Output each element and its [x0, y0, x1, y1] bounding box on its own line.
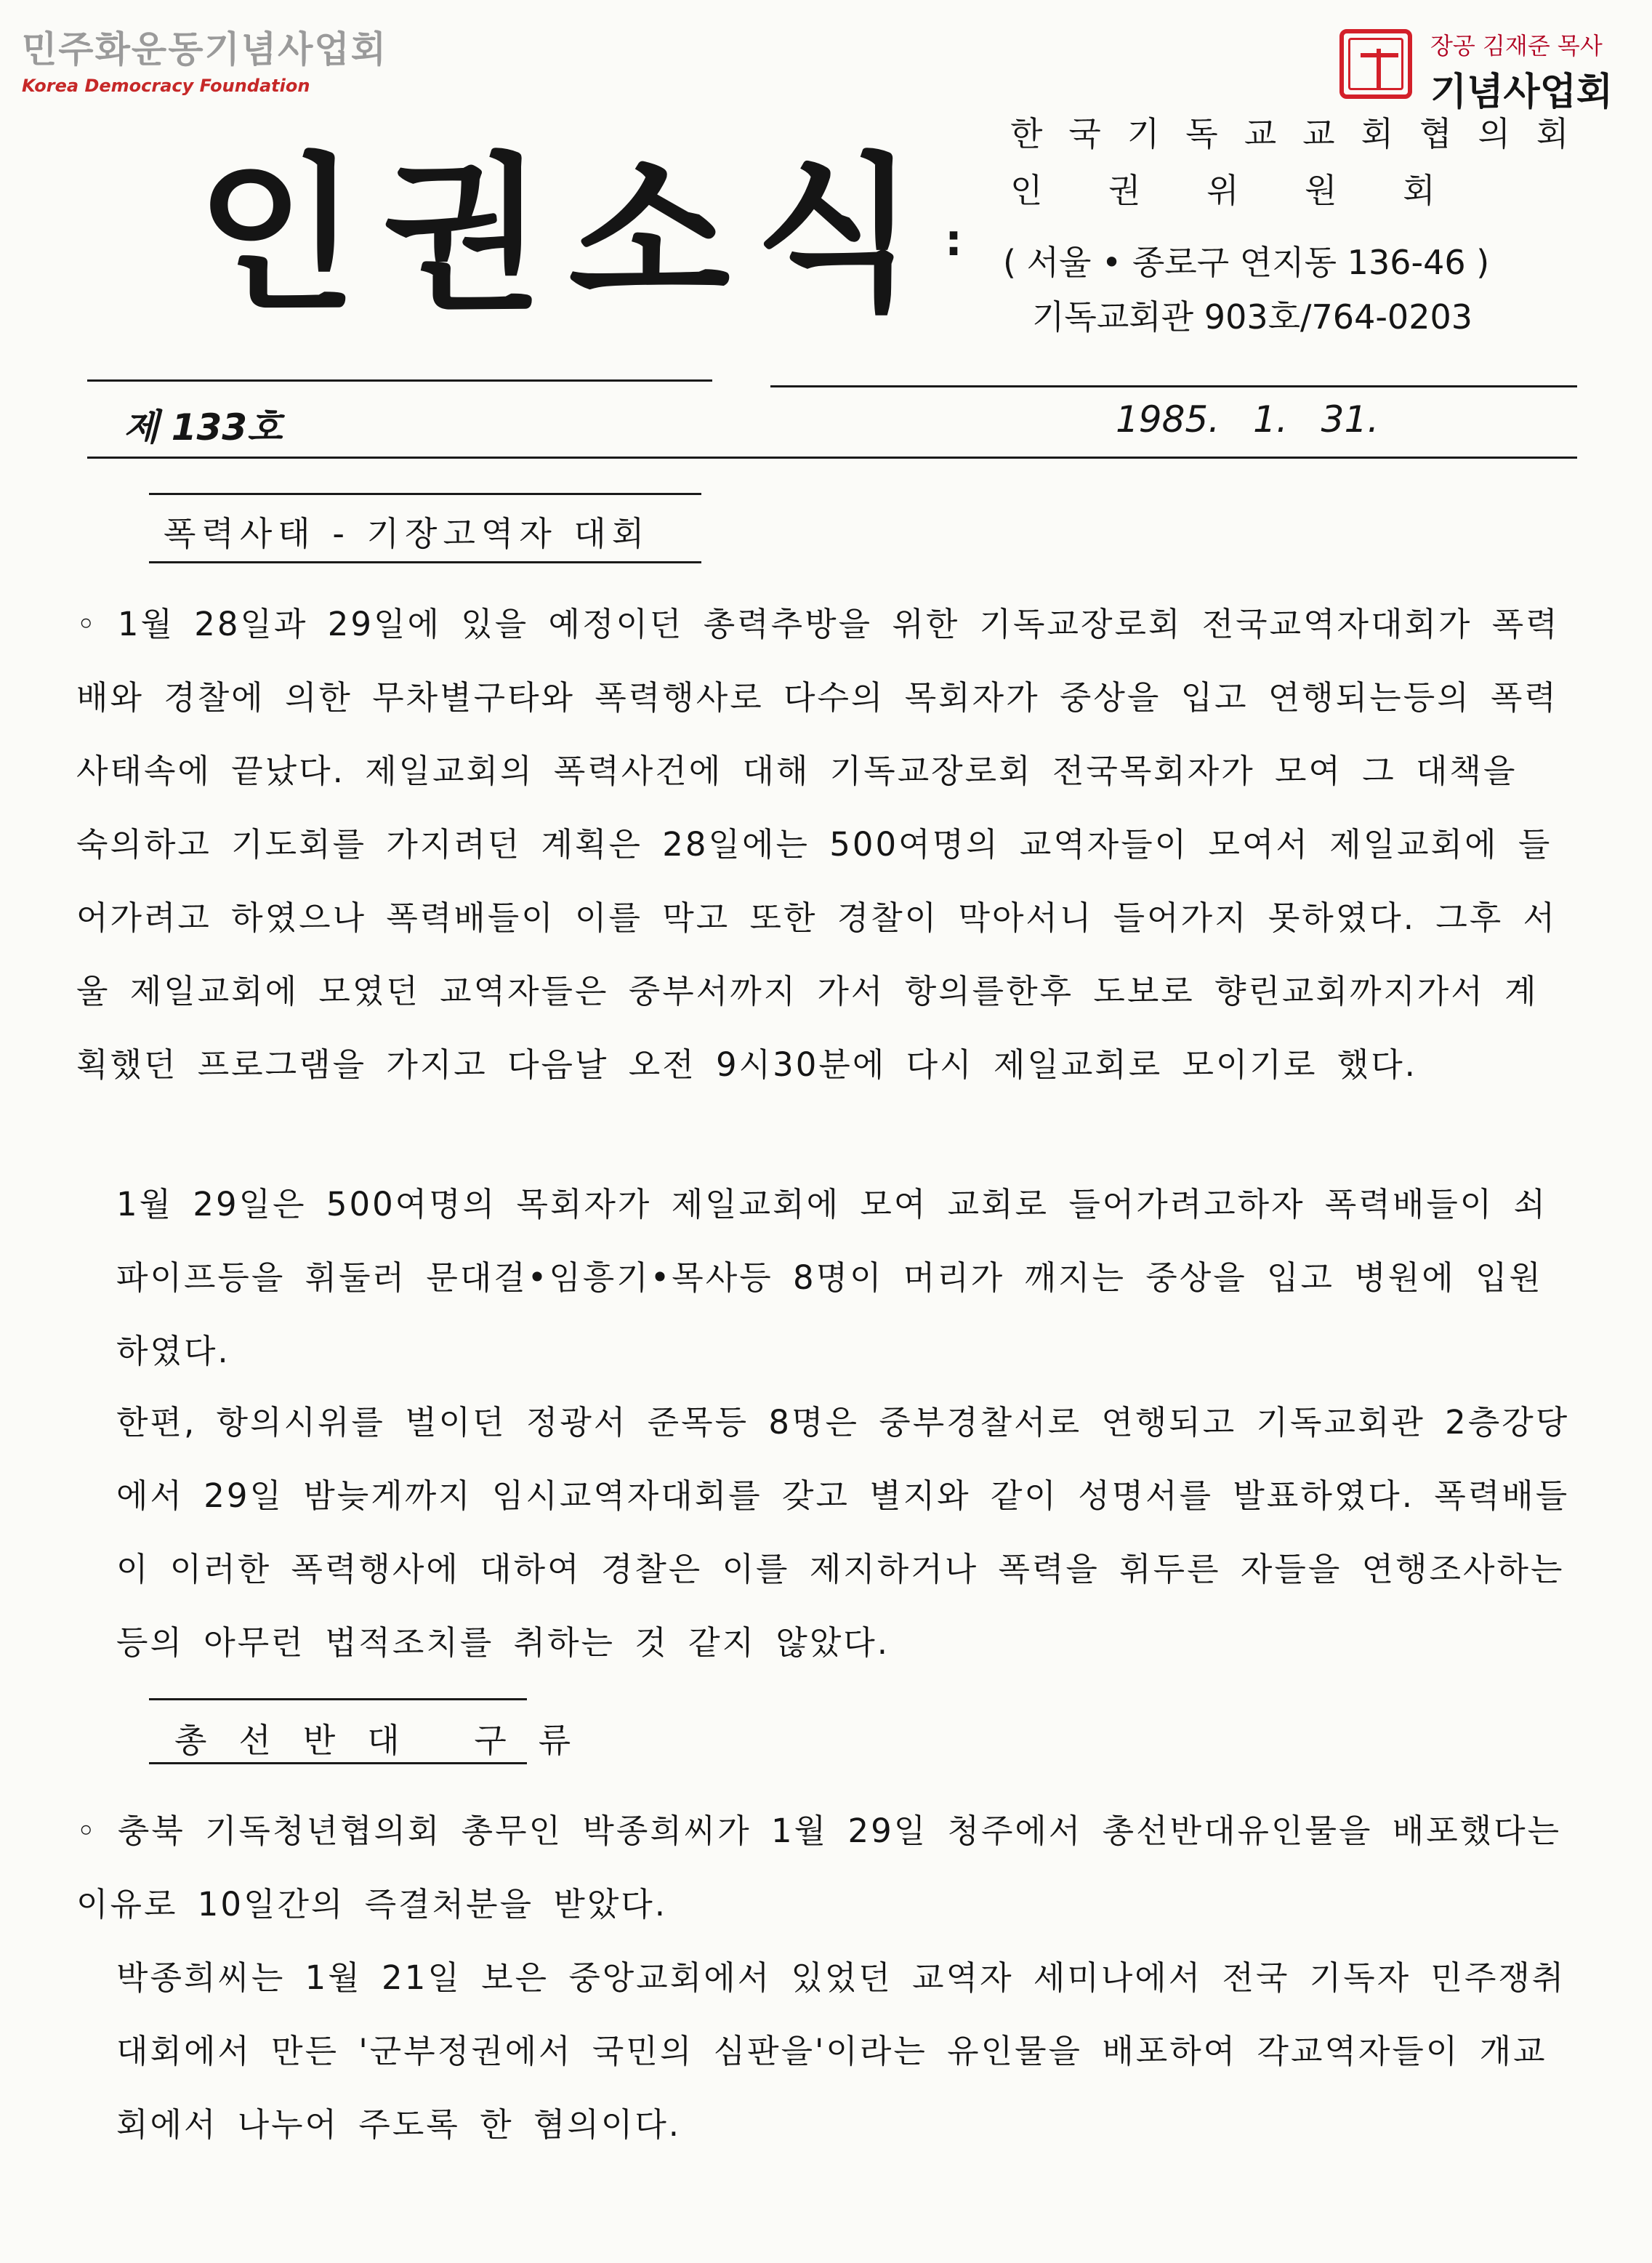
masthead-rule-left: [87, 379, 712, 382]
issue-rule: [87, 457, 1577, 459]
publisher-organization: 한국기독교교회협의회: [1010, 114, 1595, 153]
publisher-office: 기독교회관 903호/764-0203: [1032, 297, 1473, 337]
publisher-address: ( 서울 • 종로구 연지동 136-46 ): [1003, 243, 1490, 282]
issue-number: 제 133호: [124, 406, 283, 449]
section-2-rule-top: [149, 1698, 527, 1700]
title-colon: :: [945, 215, 962, 266]
memorial-society-subtitle: 장공 김재준 목사: [1430, 32, 1603, 60]
issue-date: 1985. 1. 31.: [1116, 398, 1379, 441]
section-1-rule-bottom: [149, 561, 701, 563]
masthead-rule-right: [770, 385, 1577, 387]
publisher-committee: 인 권 위 원 회: [1010, 171, 1435, 210]
section-1-rule-top: [149, 493, 701, 495]
article-paragraph: ◦ 1월 28일과 29일에 있을 예정이던 총력추방을 위한 기독교장로회 전국교역자대회가 폭력배와 경찰에 의한 무차별구타와 폭력행사로 다수의 목회자가 중상을 입고 연행되는등의 폭력사태속에 끝났다. 제일교회의 폭력사건에 대해 기독교장로회 전국목회자가 모여 그 대책을 숙의하고 기도회를 가지려던 계획은 28일에는 500여명의 교역자들이 모여서 제일교회에 들어가려고 하였으나 폭력배들이 이를 막고 또한 경찰이 막아서니 들어가지 못하였다. 그후 서울 제일교회에 모였던 교역자들은 중부서까지 가서 항의를한후 도보로 향린교회까지가서 계획했던 프로그램을 가지고 다음날 오전 9시30분에 다시 제일교회로 모이기로 했다.: [76, 605, 1560, 1084]
section-2-rule-bottom: [149, 1762, 527, 1764]
article-paragraph: ◦ 충북 기독청년협의회 총무인 박종희씨가 1월 29일 청주에서 총선반대유인물을 배포했다는 이유로 10일간의 즉결처분을 받았다.: [76, 1812, 1562, 1924]
article-paragraph: 한편, 항의시위를 벌이던 정광서 준목등 8명은 중부경찰서로 연행되고 기독교회관 2층강당에서 29일 밤늦게까지 임시교역자대회를 갖고 별지와 같이 성명서를 발표하였다. 폭력배들이 이러한 폭력행사에 대하여 경찰은 이를 제지하거나 폭력을 휘두른 자들을 연행조사하는등의 아무런 법적조치를 취하는 것 같지 않았다.: [116, 1403, 1570, 1662]
memorial-society-title: 기념사업회: [1430, 71, 1613, 114]
section-heading-election-detention: 총선반대 구류: [174, 1721, 603, 1760]
red-seal-icon: [1339, 29, 1412, 99]
section-heading-violence: 폭력사태 - 기장고역자 대회: [164, 514, 650, 553]
foundation-logo-english: Korea Democracy Foundation: [22, 76, 310, 96]
newsletter-title: 인권소식: [196, 139, 941, 333]
article-paragraph: 박종희씨는 1월 21일 보은 중앙교회에서 있었던 교역자 세미나에서 전국 기독자 민주쟁취 대회에서 만든 '군부정권에서 국민의 심판을'이라는 유인물을 배포하여 각교역자들이 개교회에서 나누어 주도록 한 혐의이다.: [116, 1958, 1566, 2144]
foundation-logo-korean: 민주화운동기념사업회: [22, 28, 387, 71]
article-paragraph: 1월 29일은 500여명의 목회자가 제일교회에 모여 교회로 들어가려고하자 폭력배들이 쇠파이프등을 휘둘러 문대걸•임흥기•목사등 8명이 머리가 깨지는 중상을 입고 병원에 입원하였다.: [116, 1185, 1548, 1370]
